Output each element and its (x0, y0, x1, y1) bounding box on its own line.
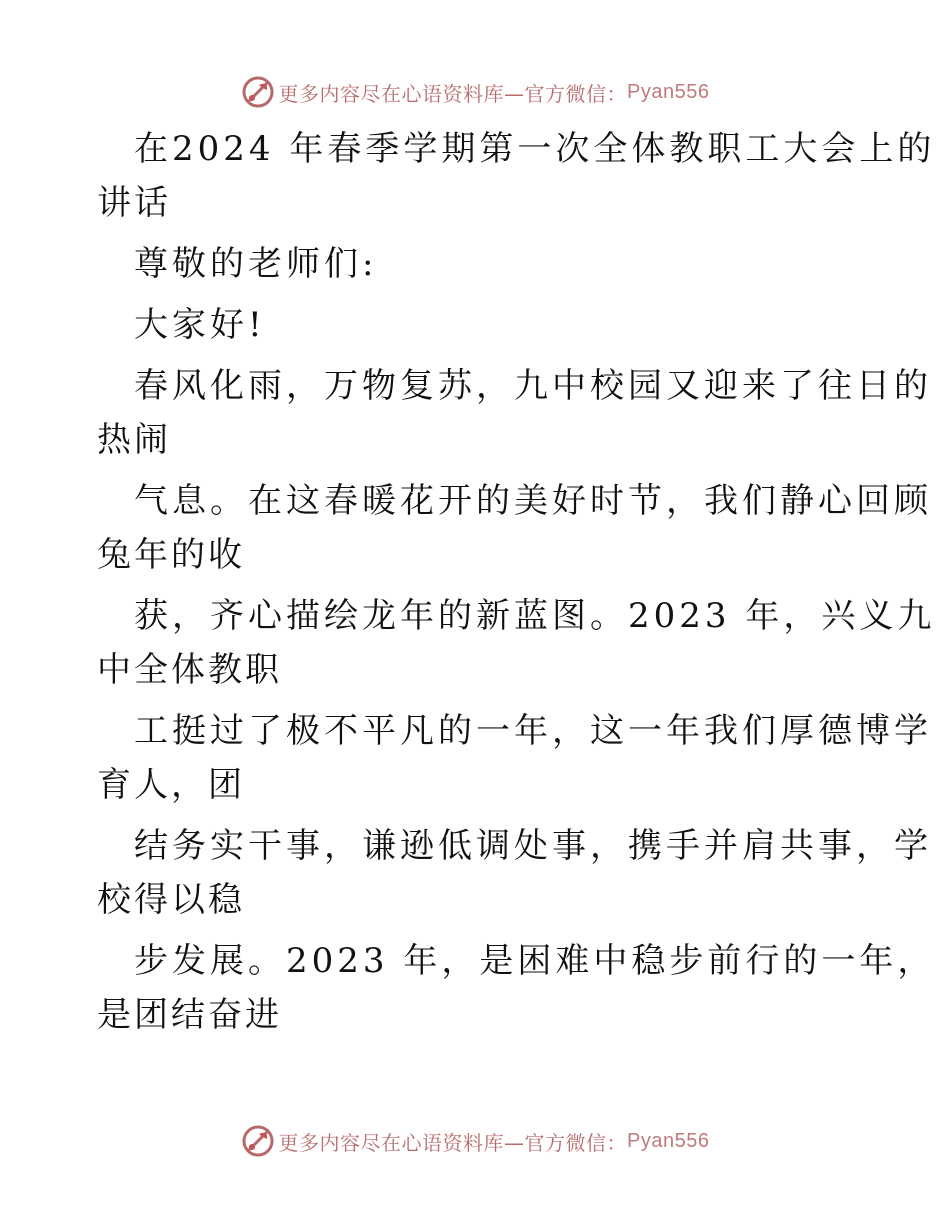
document-body (97, 122, 936, 1042)
text-line: 是团结奋进 (97, 995, 282, 1035)
text-line: 工挺过了极不平凡的一年，这一年我们厚德博学 (134, 711, 932, 751)
text-line: 春风化雨，万物复苏，九中校园又迎来了往日的 (134, 366, 932, 406)
text-line: 获，齐心描绘龙年的新蓝图。2023 年，兴义九 (134, 596, 936, 636)
watermark-wechat-id: Pyan556 (627, 1129, 710, 1152)
greeting: 大家好! (134, 305, 266, 345)
watermark-text: 更多内容尽在心语资料库—官方微信： (278, 81, 628, 106)
watermark-wechat-id: Pyan556 (627, 80, 710, 103)
text-line: 校得以稳 (97, 880, 245, 920)
footer-watermark (0, 1121, 950, 1161)
text-line: 结务实干事，谦逊低调处事，携手并肩共事，学 (134, 826, 932, 866)
header-watermark (0, 72, 950, 112)
text-line: 兔年的收 (97, 535, 245, 575)
text-line: 育人，团 (97, 765, 245, 805)
text-line: 热闹 (97, 420, 171, 460)
quill-seal-icon (241, 1124, 275, 1158)
watermark-text: 更多内容尽在心语资料库—官方微信： (278, 1130, 628, 1155)
text-line: 气息。在这春暖花开的美好时节，我们静心回顾 (134, 481, 932, 521)
text-line: 中全体教职 (97, 650, 282, 690)
title-line-1: 在2024 年春季学期第一次全体教职工大会上的 (134, 129, 936, 169)
title-line-2: 讲话 (97, 183, 171, 223)
quill-seal-icon (241, 75, 275, 109)
text-line: 步发展。2023 年，是困难中稳步前行的一年， (134, 941, 936, 981)
salutation: 尊敬的老师们: (134, 244, 378, 284)
